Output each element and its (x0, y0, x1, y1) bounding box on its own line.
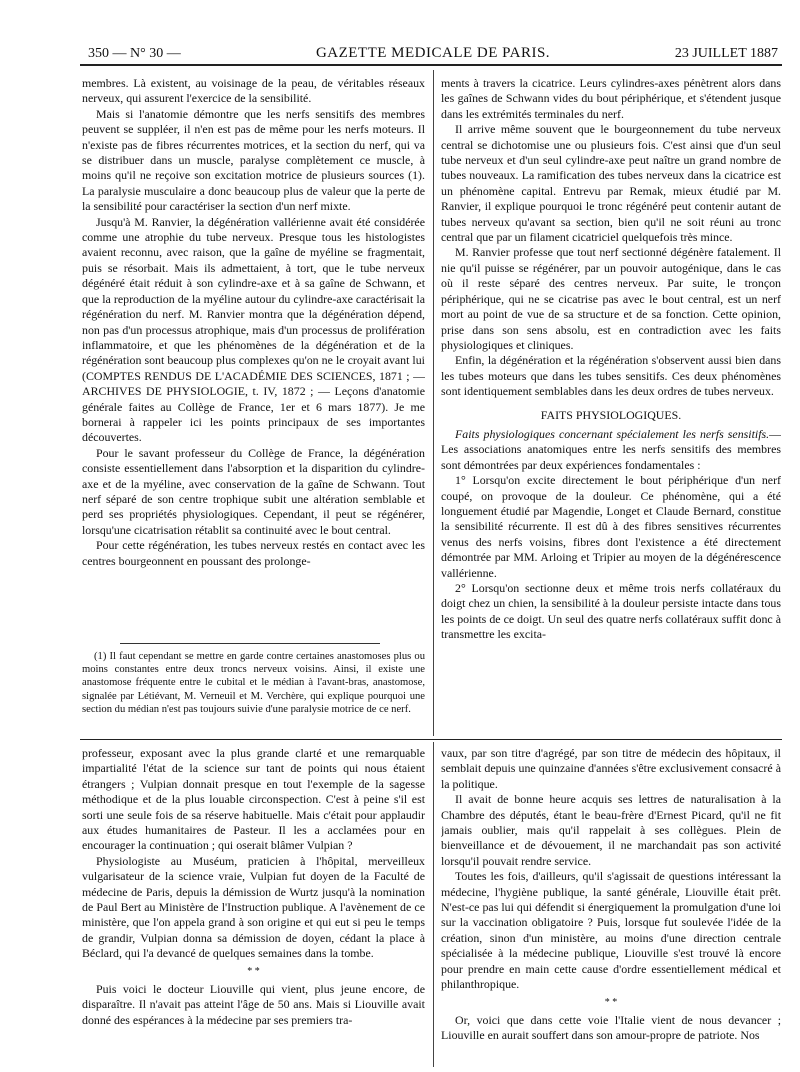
section-separator: * * (247, 965, 260, 977)
footnote-text: (1) Il faut cependant se mettre en garde contre certaines anastomoses plus ou moins constantes entre deux troncs nerveux voisins. Ainsi, il existe une anastomose fréquente entre le cubital et le médian à l'avant-bras, anastomose, signalée par Létiévant, M. Verneuil et M. Verchère, qui explique pourquoi une section du médian n'est pas toujours suivie d'une paralysie motrice de ce nerf. (82, 651, 425, 715)
paragraph: Toutes les fois, d'ailleurs, qu'il s'agissait de questions intéressant la médecine, l'hygiène publique, la santé générale, Liouville était prêt. N'est-ce pas lui qui défendit si énergiquement la promulgation d'une loi sur la vaccination obligatoire ? Puis, lorsque fut soulevée l'idée de la création, sinon d'un ministère, au moins d'une direction centrale spécialisée à la médecine publique, Liouville s'est trouvé là encore pour prendre en main cette cause d'ordre essentiellement médical et philanthropique. (441, 869, 781, 992)
footnote-rule (120, 643, 380, 644)
footnote (82, 650, 425, 736)
paragraph: 2° Lorsqu'on sectionne deux et même trois nerfs collatéraux du doigt chez un chien, la sensibilité à la douleur persiste intacte dans tous les points de ce doigt. Un seul des quatre nerfs collatéraux suffit donc à transmettre les excita- (441, 581, 781, 642)
paragraph: Jusqu'à M. Ranvier, la dégénération vallérienne avait été considérée comme une atrophie du tube nerveux. Presque tous les histologistes avaient reconnu, avec raison, que la gaîne de myéline se fragmentait, puis se résorbait. Mais ils admettaient, à tort, que le tube nerveux dégénéré était réduit à son cylindre-axe et à sa gaîne de Schwann, et que la reproduction de la myéline autour du cylindre-axe caractérisait la régénération du nerf. M. Ranvier montra que la dégénération dépend, non pas d'un processus atrophique, mais d'un processus de prolifération inflammatoire, et que les phénomènes de la dégénération et de la régénération sont beaucoup plus complexes qu'on ne le croyait avant lui (COMPTES RENDUS DE L'ACADÉMIE DES SCIENCES, 1871 ; — ARCHIVES DE PHYSIOLOGIE, t. IV, 1872 ; — Leçons d'anatomie générale faites au Collège de France, 1er et 6 mars 1877). Je me bornerai à rappeler ici les points principaux de ses importantes découvertes. (82, 214, 425, 445)
page-number: 350 — N° 30 — (88, 46, 181, 61)
paragraph: Pour cette régénération, les tubes nerveux restés en contact avec les centres bourgeonnent en poussant des prolonge- (82, 538, 425, 568)
article-column-left (82, 76, 425, 636)
paragraph: Il arrive même souvent que le bourgeonnement du tube nerveux central se dichotomise une ou plusieurs fois. C'est ainsi que d'un seul tube nerveux et d'un seul cylindre-axe peut naître un grand nombre de tubes nouveaux. La ramification des tubes nerveux dans la cicatrice est un phénomène capital. Entrevu par Remak, mieux étudié par M. Ranvier, il explique pourquoi le tronc régénéré peut contenir autant de tubes nerveux qu'avant sa section, bien qu'il ne soit réuni au tronc central que par un filament cicatriciel quelquefois très mince. (441, 122, 781, 245)
paragraph: ments à travers la cicatrice. Leurs cylindres-axes pénètrent alors dans les gaînes de Schwann vides du bout périphérique, et s'étendent jusque dans les extrémités terminales du nerf. (441, 76, 781, 121)
paragraph-subsection (441, 427, 781, 473)
paragraph: 1° Lorsqu'on excite directement le bout périphérique d'un nerf coupé, on provoque de la douleur. Ce phénomène, qui a été longuement étudié par Magendie, Longet et Claude Bernard, constitue la sensibilité récurrente. Il est dû à des fibres sensitives récurrentes venus des nerfs voisins, fibres dont l'existence a été directement démontrée par MM. Arloing et Tripier au moyen de la dégénérescence vallérienne. (441, 473, 781, 580)
paragraph: Or, voici que dans cette voie l'Italie vient de nous devancer ; Liouville en aurait souffert dans son amour-propre de patriote. Nos (441, 1012, 781, 1042)
paragraph: professeur, exposant avec la plus grande clarté et une remarquable impartialité l'état de la science sur tant de points qui nous étaient étrangers ; Vulpian donnait presque en tout l'exemple de la sagesse méthodique et de la plus louable circonspection. C'est à peine s'il est sorti une seule fois de sa réserve habituelle. Mais c'était pour applaudir aux études humanitaires de Pasteur. Il les a acclamées pour en encourager la continuation ; qui oserait blâmer Vulpian ? (82, 746, 425, 853)
paragraph: Physiologiste au Muséum, praticien à l'hôpital, merveilleux vulgarisateur de la science vraie, Vulpian fut doyen de la Faculté de médecine de Paris, depuis la démission de Wurtz jusqu'à la nomination de Paul Bert au Ministère de l'Instruction publique. A l'avènement de ce ministère, que l'on appela grand à son origine et qui eut si peu le temps de grandir, Vulpian donna sa démission de doyen, cédant la place à Béclard, qui l'a devancé de quelques semaines dans la tombe. (82, 853, 425, 961)
header-rule (80, 64, 782, 66)
paragraph: membres. Là existent, au voisinage de la peau, de véritables réseaux nerveux, qui assurent l'exercice de la sensibilité. (82, 76, 425, 106)
paragraph: Il avait de bonne heure acquis ses lettres de naturalisation à la Chambre des députés, étant le beau-frère d'Ernest Picard, qu'il ne fit jamais oublier, mais qu'il rappelait à ses collègues. Plein de bienveillance et de dévouement, il ne marchandait pas son activité lorsqu'il pouvait rendre service. (441, 792, 781, 868)
article-column-right (441, 76, 781, 736)
paragraph: Enfin, la dégénération et la régénération s'observent aussi bien dans les tubes moteurs que dans les tubes sensitifs. Ces deux phénomènes sont identiquement semblables dans les deux ordres de tubes nerveux. (441, 353, 781, 399)
subsection-text: — Les associations anatomiques entre les nerfs sensitifs des membres sont démontrées par deux expériences fondamentales : (441, 426, 781, 472)
section-separator: * * (604, 996, 618, 1008)
journal-title: GAZETTE MEDICALE DE PARIS. (315, 45, 551, 61)
column-divider-bottom (433, 742, 434, 1067)
feuilleton-column-left (82, 746, 425, 1068)
section-rule (80, 739, 782, 740)
subsection-title: Faits physiologiques concernant spécialement les nerfs sensitifs. (455, 426, 770, 441)
column-divider-top (433, 70, 434, 736)
paragraph: Mais si l'anatomie démontre que les nerfs sensitifs des membres peuvent se suppléer, il n'en est pas de même pour les nerfs moteurs. Il n'existe pas de fibres récurrentes motrices, et la section du nerf, qui va se distribuer dans un muscle, paralyse complètement ce muscle, à moins qu'il ne reçoive son excitation motrice de plusieurs sources (1). La paralysie musculaire a donc beaucoup plus de valeur que la perte de la sensibilité pour caractériser la section d'un nerf mixte. (82, 106, 425, 214)
paragraph: vaux, par son titre d'agrégé, par son titre de médecin des hôpitaux, il semblait depuis une quinzaine d'années s'être exclusivement consacré à la politique. (441, 746, 781, 791)
paragraph: Pour le savant professeur du Collège de France, la dégénération consiste essentiellement dans l'absorption et la disparition du cylindre-axe et de la myéline, avec conservation de la gaîne de Schwann. Tout nerf séparé de son centre trophique subit une altération semblable et perd ses propriétés physiologiques. Cependant, il peut se régénérer, lorsqu'une cicatrisation rétablit sa continuité avec le bout central. (82, 445, 425, 537)
section-heading: FAITS PHYSIOLOGIQUES. (540, 407, 682, 422)
issue-date: 23 JUILLET 1887 (674, 46, 778, 61)
feuilleton-column-right (441, 746, 781, 1068)
page-header (88, 44, 778, 66)
paragraph: M. Ranvier professe que tout nerf sectionné dégénère fatalement. Il nie qu'il puisse se régénérer, par un pouvoir autogénique, dans le cas où il reste séparé des centres nerveux. Par suite, le tronçon périphérique, qui ne se cicatrise pas avec le bout central, est un nerf mort au point de vue de sa structure et de sa fonction. Cette opinion, prise dans son sens absolu, est en contradiction avec les faits physiologiques et cliniques. (441, 245, 781, 352)
paragraph: Puis voici le docteur Liouville qui vient, plus jeune encore, de disparaître. Il n'avait pas atteint l'âge de 50 ans. Mais si Liouville avait donné des espérances à la médecine par ses premiers tra- (82, 981, 425, 1027)
